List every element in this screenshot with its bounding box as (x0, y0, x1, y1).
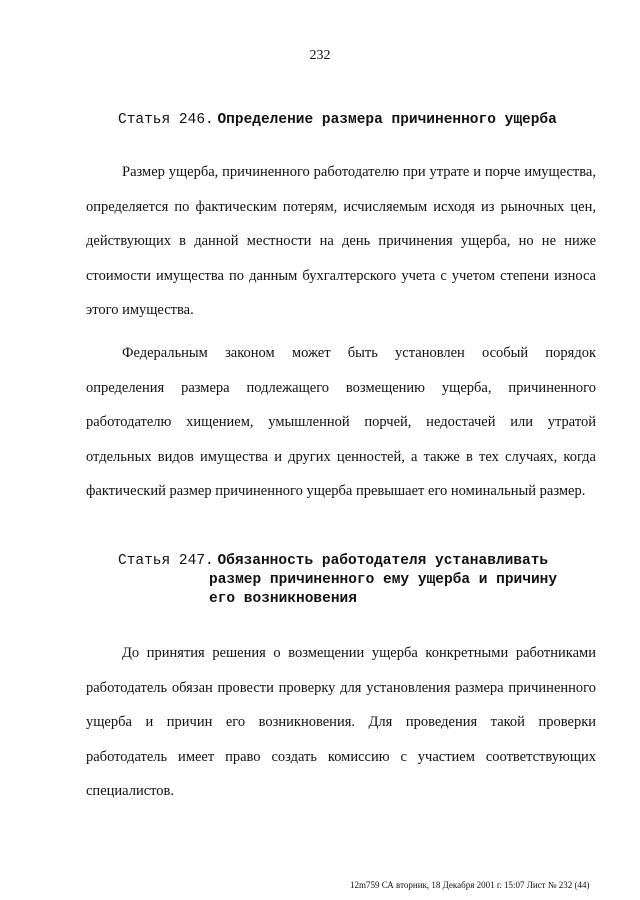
article-247-number: Статья 247. (118, 553, 214, 569)
article-246-number: Статья 246. (118, 112, 214, 128)
article-246-heading (118, 110, 557, 130)
article-247-heading (118, 551, 588, 609)
article-247-title-line-2: размер причиненного ему ущерба и причину (209, 572, 558, 588)
article-247-paragraph-1: До принятия решения о возмещении ущерба конкретными работниками работодатель обязан провести проверку для установления размера причиненного ущерба и причин его возникновения. Для проведения такой проверки работодатель имеет право создать комиссию с участием соответствующих специалистов. (86, 645, 596, 800)
article-246-paragraph-2: Федеральным законом может быть установлен особый порядок определения размера подлежащего возмещению ущерба, причиненного работодателю хищением, умышленной порчей, недостачей или утратой отдельных видов имущества и других ценностей, а также в тех случаях, когда фактический размер причиненного ущерба превышает его номинальный размер. (86, 345, 596, 500)
page-number: 232 (309, 48, 331, 63)
article-246-title: Определение размера причиненного ущерба (217, 112, 557, 128)
article-246-paragraph-1: Размер ущерба, причиненного работодателю при утрате и порче имущества, определяется по фактическим потерям, исчисляемым исходя из рыночных цен, действующих в данной местности на день причинения ущерба, но не ниже стоимости имущества по данным бухгалтерского учета с учетом степени износа этого имущества. (86, 164, 596, 319)
article-247-title-line-3: его возникновения (209, 591, 357, 607)
article-247-title-line-1: Обязанность работодателя устанавливать (217, 553, 549, 569)
page-footer: 12m759 СА вторник, 18 Декабря 2001 г. 15:07 Лист № 232 (44) (350, 880, 590, 890)
